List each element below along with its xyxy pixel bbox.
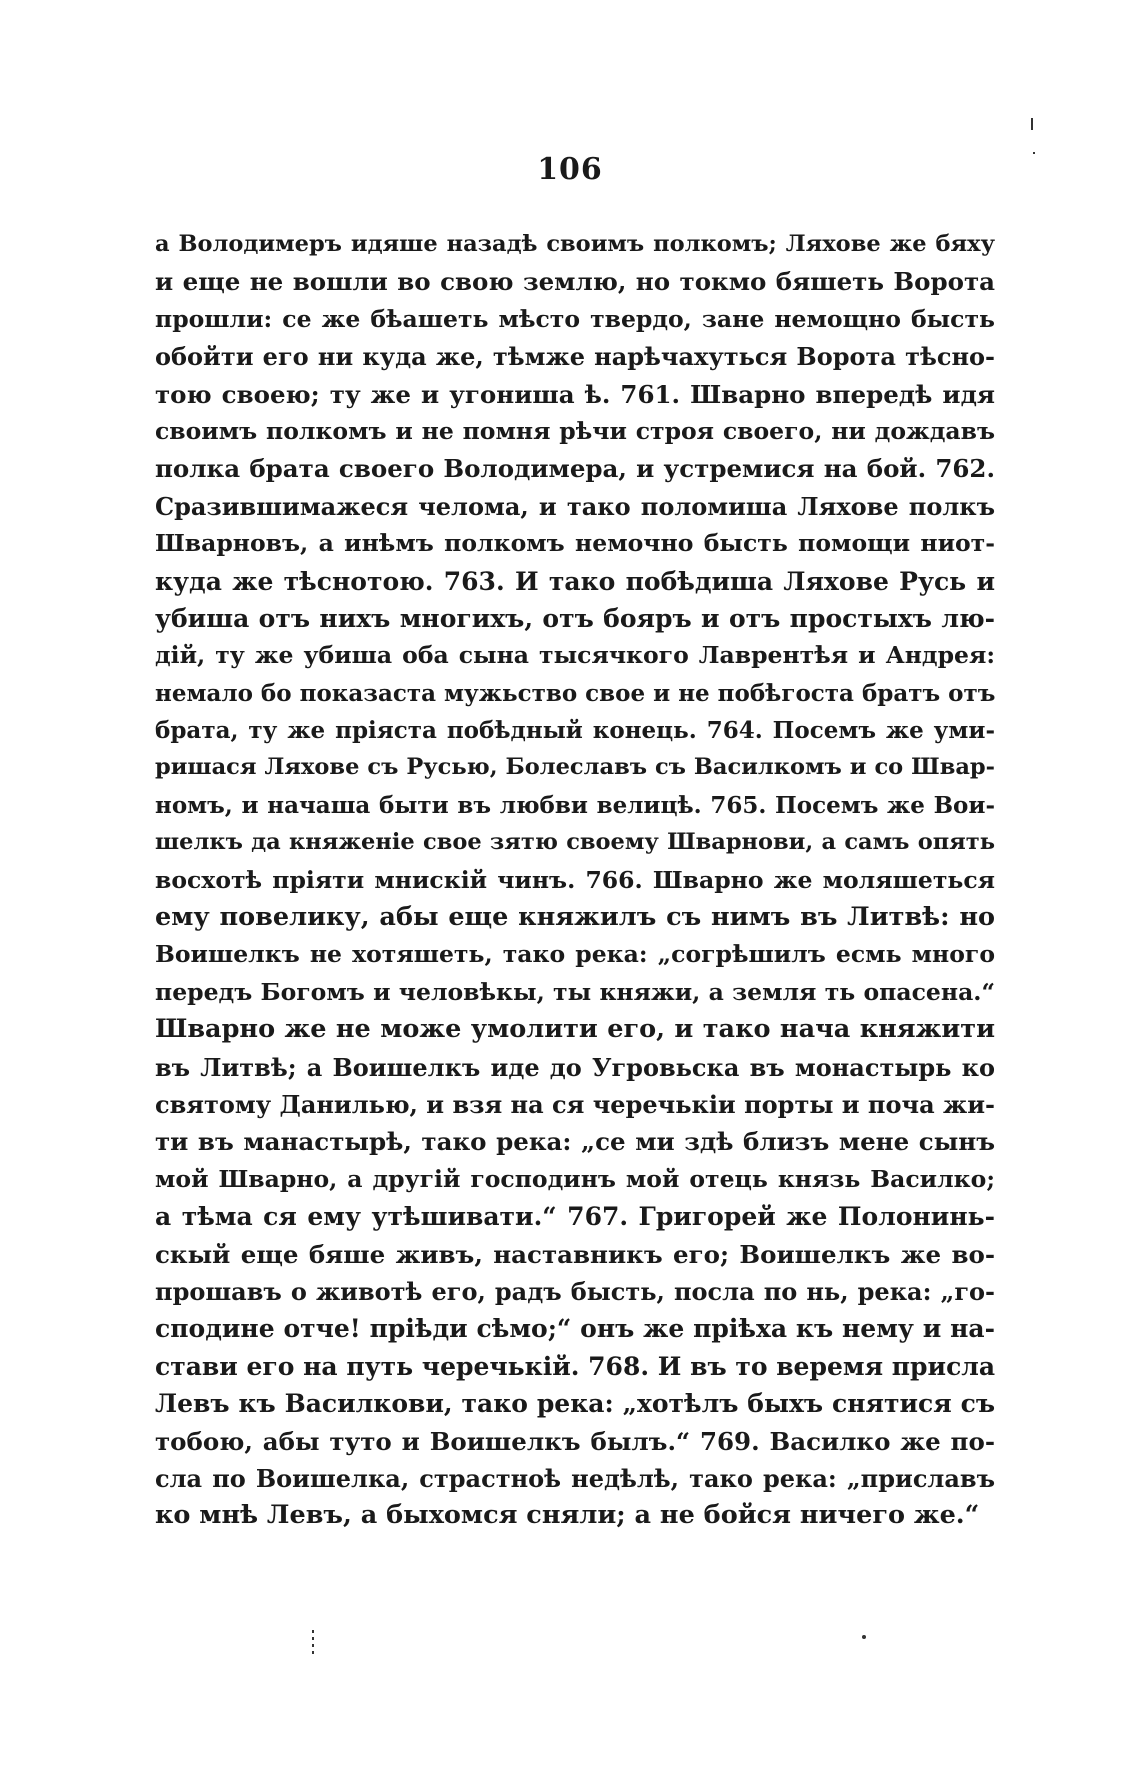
text-line: куда же тѣснотою. 763. И тако побѣдиша Ляхове Русь и (155, 566, 995, 596)
text-line: Шварно же не може умолити его, и тако нача княжити (155, 1014, 995, 1045)
text-line: ти въ манастырѣ, тако река: „се ми здѣ близъ мене сынъ (155, 1127, 995, 1157)
text-line: своимъ полкомъ и не помня рѣчи строя своего, ни дождавъ (155, 416, 995, 445)
text-line: въ Литвѣ; а Воишелкъ иде до Угровьска въ монастырь ко (155, 1052, 995, 1082)
text-line: немало бо показаста мужьство свое и не побѣгоста братъ отъ (155, 679, 995, 707)
text-line: ему повелику, абы еще княжилъ съ нимъ въ Литвѣ: но (155, 902, 995, 933)
text-line: мой Шварно, а другій господинъ мой отець князь Василко; (155, 1164, 995, 1193)
text-line: стави его на путь черечькій. 768. И въ то веремя присла (155, 1351, 995, 1381)
text-line: ко мнѣ Левъ, а быхомся сняли; а не бойся ничего же.“ (155, 1500, 980, 1531)
text-line: обойти его ни куда же, тѣмже нарѣчахуться Ворота тѣсно- (155, 342, 995, 372)
text-line: брата, ту же пріяста побѣдный конець. 764. Посемъ же уми- (155, 717, 995, 745)
text-line: номъ, и начаша быти въ любви велицѣ. 765. Посемъ же Вои- (155, 791, 995, 819)
text-line: скый еще бяше живъ, наставникъ его; Воишелкъ же во- (155, 1239, 995, 1269)
text-line: передъ Богомъ и человѣкы, ты княжи, а земля ть опасена.“ (155, 977, 995, 1006)
scan-mark (312, 1630, 314, 1656)
text-line: святому Данилью, и взя на ся черечькіи порты и поча жи- (155, 1089, 995, 1119)
text-line: а тѣма ся ему утѣшивати.“ 767. Григорей же Полонинь- (155, 1202, 995, 1232)
text-line: сла по Воишелка, страстноѣ недѣлѣ, тако река: „приславъ (155, 1463, 995, 1493)
text-line: шелкъ да княженіе свое зятю своему Шварнови, а самъ опять (155, 829, 995, 856)
scan-mark (1031, 118, 1033, 130)
text-line: ришася Ляхове съ Русью, Болеславъ съ Василкомъ и со Швар- (155, 754, 995, 781)
text-line: полка брата своего Володимера, и устремися на бой. 762. (155, 454, 995, 484)
text-line: Шварновъ, а инѣмъ полкомъ немочно бысть помощи ниот- (155, 529, 995, 558)
scan-mark (862, 1635, 866, 1639)
text-line: Воишелкъ не хотяшеть, тако река: „согрѣшилъ есмь много (155, 940, 995, 969)
text-line: Левъ къ Василкови, тако река: „хотѣлъ быхъ снятися съ (155, 1389, 995, 1419)
text-line: а Володимеръ идяше назадѣ своимъ полкомъ; Ляхове же бяху (155, 231, 995, 257)
body-text (155, 226, 995, 1535)
scan-mark (1033, 152, 1035, 154)
text-line: сподине отче! пріѣди сѣмо;“ онъ же пріѣха къ нему и на- (155, 1314, 995, 1344)
text-line: дій, ту же убиша оба сына тысячкого Лаврентѣя и Андрея: (155, 641, 995, 670)
text-line: и еще не вошли во свою землю, но токмо бяшеть Ворота (155, 267, 995, 297)
text-line: прошавъ о животѣ его, радъ бысть, посла по нь, река: „го- (155, 1276, 995, 1306)
page-number: 106 (537, 152, 603, 187)
text-line: прошли: се же бѣашеть мѣсто твердо, зане немощно бысть (155, 304, 995, 333)
text-line: убиша отъ нихъ многихъ, отъ бояръ и отъ простыхъ лю- (155, 603, 995, 633)
text-line: Сразившимажеся челома, и тако поломиша Ляхове полкъ (155, 491, 995, 521)
text-line: тою своею; ту же и угониша ѣ. 761. Шварно впередѣ идя (155, 379, 995, 409)
text-line: восхотѣ пріяти мнискій чинъ. 766. Шварно же моляшеться (155, 865, 995, 894)
text-line: тобою, абы туто и Воишелкъ былъ.“ 769. Василко же по- (155, 1426, 995, 1456)
